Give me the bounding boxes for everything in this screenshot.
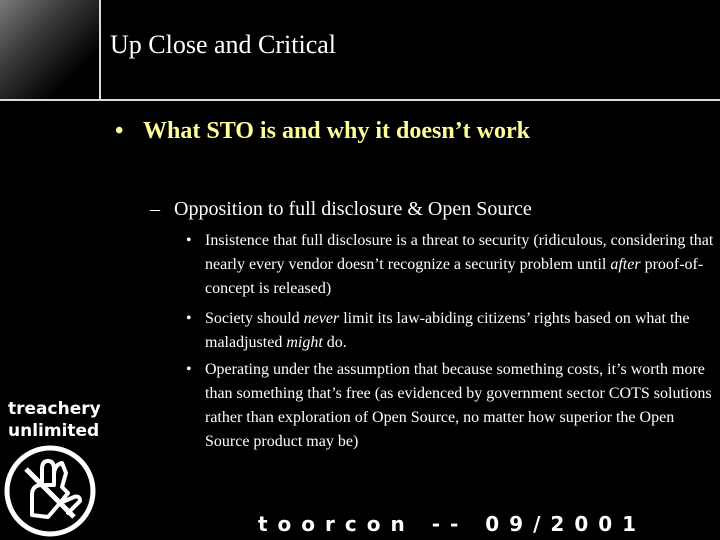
- bullet-level2-text: Opposition to full disclosure & Open Source: [174, 198, 532, 220]
- text-run: proof-of-concept is released): [205, 256, 704, 297]
- bullet-marker: •: [115, 118, 124, 144]
- bullet-level1-text: What STO is and why it doesn’t work: [143, 118, 530, 144]
- crossed-fingers-icon: [2, 445, 98, 537]
- bullet-level3-item: [186, 229, 716, 301]
- italic-run: might: [286, 334, 323, 351]
- bullet-marker: •: [186, 232, 192, 249]
- text-run: limit its law-abiding citizens’ rights based on what the maladjusted: [205, 310, 690, 351]
- text-run: do.: [322, 334, 347, 351]
- italic-run: never: [303, 310, 340, 327]
- bullet-level3-text: Operating under the assumption that because something costs, it’s worth more than something that’s free (as evidenced by government sector COTS solutions rather than exploration of Open Source, no matter how superior the Open Source product may be): [205, 361, 712, 450]
- vertical-divider: [99, 0, 101, 100]
- bullet-marker: •: [186, 361, 192, 378]
- logo-line2: unlimited: [8, 421, 100, 441]
- bullet-level1: [115, 118, 530, 145]
- horizontal-divider: [0, 99, 720, 101]
- logo-wordmark: [8, 398, 101, 442]
- italic-run: after: [610, 256, 641, 273]
- bullet-level3-item: [186, 358, 716, 454]
- text-run: Insistence that full disclosure is a threat to security (ridiculous, considering that nearly every vendor doesn’t recognize a security problem until: [205, 232, 714, 273]
- dash-marker: –: [150, 198, 160, 220]
- footer-text: toorcon -- 09/2001: [258, 512, 647, 536]
- bullet-level3-text: [205, 307, 716, 355]
- bullet-level2: [150, 198, 532, 221]
- logo-line1: treachery: [8, 399, 101, 419]
- bullet-marker: •: [186, 310, 192, 327]
- text-run: Society should: [205, 310, 304, 327]
- bullet-level3-item: [186, 307, 716, 355]
- corner-gradient: [0, 0, 100, 100]
- slide-title: Up Close and Critical: [110, 30, 337, 59]
- bullet-level3-text: [205, 229, 716, 301]
